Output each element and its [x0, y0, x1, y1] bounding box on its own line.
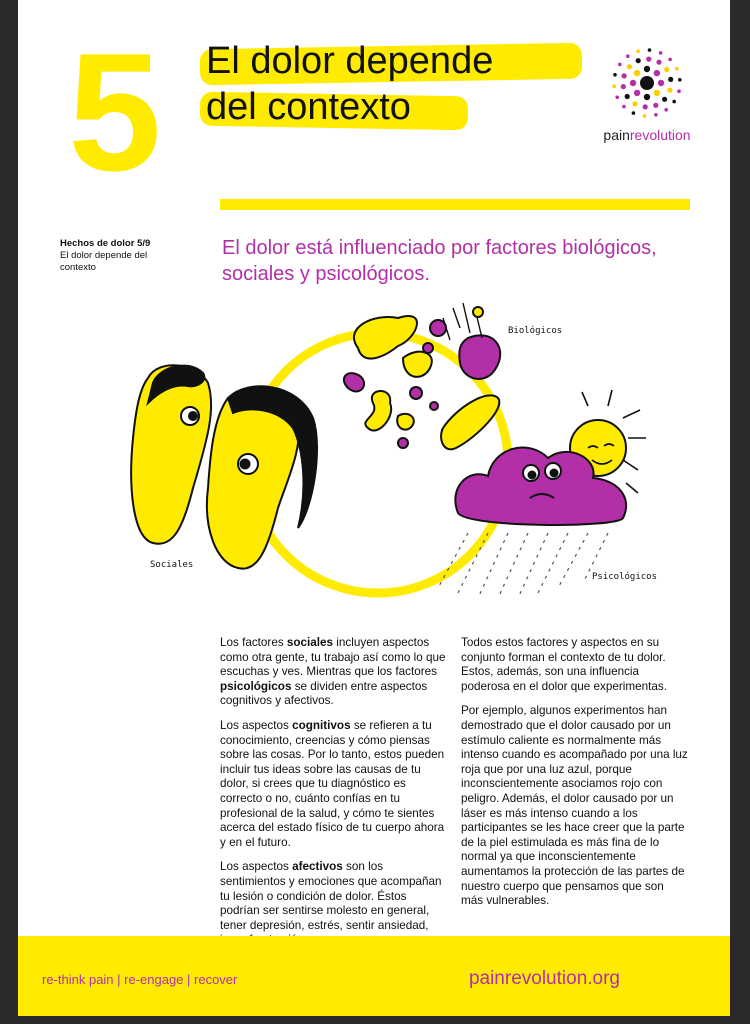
logo-dot [622, 105, 626, 109]
brand-name [602, 127, 692, 143]
text-run: se dividen entre aspectos cognitivos y afectivos. [220, 679, 428, 708]
logo-dot [634, 90, 640, 96]
logo-dot [643, 114, 647, 118]
brand-name-part1: pain [603, 127, 630, 143]
logo-dot [644, 66, 650, 72]
label-biological: Biológicos [508, 326, 563, 336]
logo-dot [625, 94, 630, 99]
facts-subheading: El dolor depende del contexto [60, 250, 148, 273]
text-run-bold: afectivos [292, 860, 343, 874]
facts-heading: Hechos de dolor 5/9 [60, 238, 151, 249]
logo-dot [648, 48, 652, 52]
logo-dot [612, 84, 616, 88]
logo-dot [646, 57, 651, 62]
poster-page [18, 0, 730, 1016]
logo-dot [644, 94, 650, 100]
brand-logo [602, 48, 692, 143]
footer-tagline: re-think pain | re-engage | recover [42, 972, 238, 987]
brand-name-part2: revolution [629, 127, 691, 143]
subtitle: El dolor está influenciado por factores biológicos, sociales y psicológicos. [222, 237, 657, 285]
logo-dot [627, 64, 632, 69]
logo-center-dot [640, 76, 654, 90]
text-run: Los aspectos [220, 860, 293, 874]
paragraph-cognitive [220, 719, 448, 850]
logo-dot [668, 77, 673, 82]
logo-dot [632, 111, 636, 115]
faces-drawing [131, 365, 317, 568]
logo-dot [634, 70, 640, 76]
logo-dot [654, 90, 660, 96]
label-social: Sociales [150, 560, 194, 570]
footer-bar [18, 936, 730, 1016]
logo-dot [656, 60, 661, 65]
logo-dot [654, 70, 660, 76]
logo-dot [618, 63, 622, 67]
text-run-bold: cognitivos [292, 718, 351, 732]
logo-dot [636, 49, 640, 53]
facts-caption [60, 238, 170, 274]
title-line-2: del contexto [206, 86, 411, 128]
paragraph-affective [220, 860, 448, 948]
logo-dot [675, 67, 679, 71]
logo-dot [613, 73, 617, 77]
logo-dot [658, 80, 664, 86]
text-run: Los aspectos [220, 718, 293, 732]
logo-dot [654, 113, 658, 117]
logo-dot [672, 100, 676, 104]
title-line-1: El dolor depende [206, 40, 494, 82]
paragraph-social [220, 636, 448, 709]
logo-dot [662, 97, 667, 102]
logo-dot [659, 51, 663, 55]
logo-dot [630, 80, 636, 86]
paragraph-example: Por ejemplo, algunos experimentos han demostrado que el dolor causado por un estímulo caliente es normalmente más intenso cuando es acompañado por una luz roja que por una luz azul, porque inconscientemente asociamos rojo con peligro. Además, el dolor causado por un láser es más intenso cuando a los participantes se les hace creer que la parte de la piel estimulada es más fina de lo normal ya que inconscientemente aumentamos la protección de las partes de nuestro cuerpo que pensamos que son más vulnerables. [461, 704, 688, 908]
logo-dot [667, 88, 672, 93]
text-run: son los sentimientos y emociones que acompañan tu lesión o condición de dolor. Éstos podrían ser sentirse molesto en general, tener depresión, estrés, sentir ansiedad, [220, 860, 442, 932]
logo-dot [664, 108, 668, 112]
text-run: incluyen aspectos como otra gente, tu trabajo así como lo que escuchas y ves. Mientras que los factores [220, 636, 446, 679]
paragraph-context: Todos estos factores y aspectos en su conjunto forman el contexto de tu dolor. Estos, además, son una influencia poderosa en el dolor que experimentas. [461, 636, 667, 693]
logo-dot [632, 101, 637, 106]
logo-dot [636, 58, 641, 63]
dots-burst-icon [612, 48, 682, 118]
divider-bar [220, 199, 690, 210]
logo-dot [677, 89, 681, 93]
logo-dot [664, 67, 669, 72]
page-title [206, 38, 493, 130]
text-run: Los factores [220, 636, 287, 649]
logo-dot [668, 58, 672, 62]
logo-dot [626, 54, 630, 58]
footer-url[interactable]: painrevolution.org [468, 968, 620, 989]
text-column-left [220, 636, 448, 958]
logo-dot [678, 78, 682, 82]
microbes-drawing [344, 303, 500, 449]
logo-dot [615, 96, 619, 100]
logo-dot [643, 104, 648, 109]
text-run: se refieren a tu conocimiento, creencias y cómo piensas sobre las cosas. Por lo tanto, estos pueden incluir tus ideas sobre las causas de tu dolor, si crees que tu diagnóstico es correcto o no, cuánto confías en tu profesional de la salud, y cómo te sientes acerca del estado físico de tu cuerpo ahora y en el futuro. [220, 718, 445, 849]
logo-dot [653, 103, 658, 108]
fact-number: 5 [68, 18, 162, 206]
text-run-bold: sociales [286, 636, 334, 649]
text-run-bold: psicológicos [220, 679, 292, 693]
text-column-right [461, 636, 689, 919]
logo-dot [622, 73, 627, 78]
logo-dot [621, 84, 626, 89]
label-psychological: Psicológicos [592, 572, 658, 582]
illustration [98, 288, 678, 618]
